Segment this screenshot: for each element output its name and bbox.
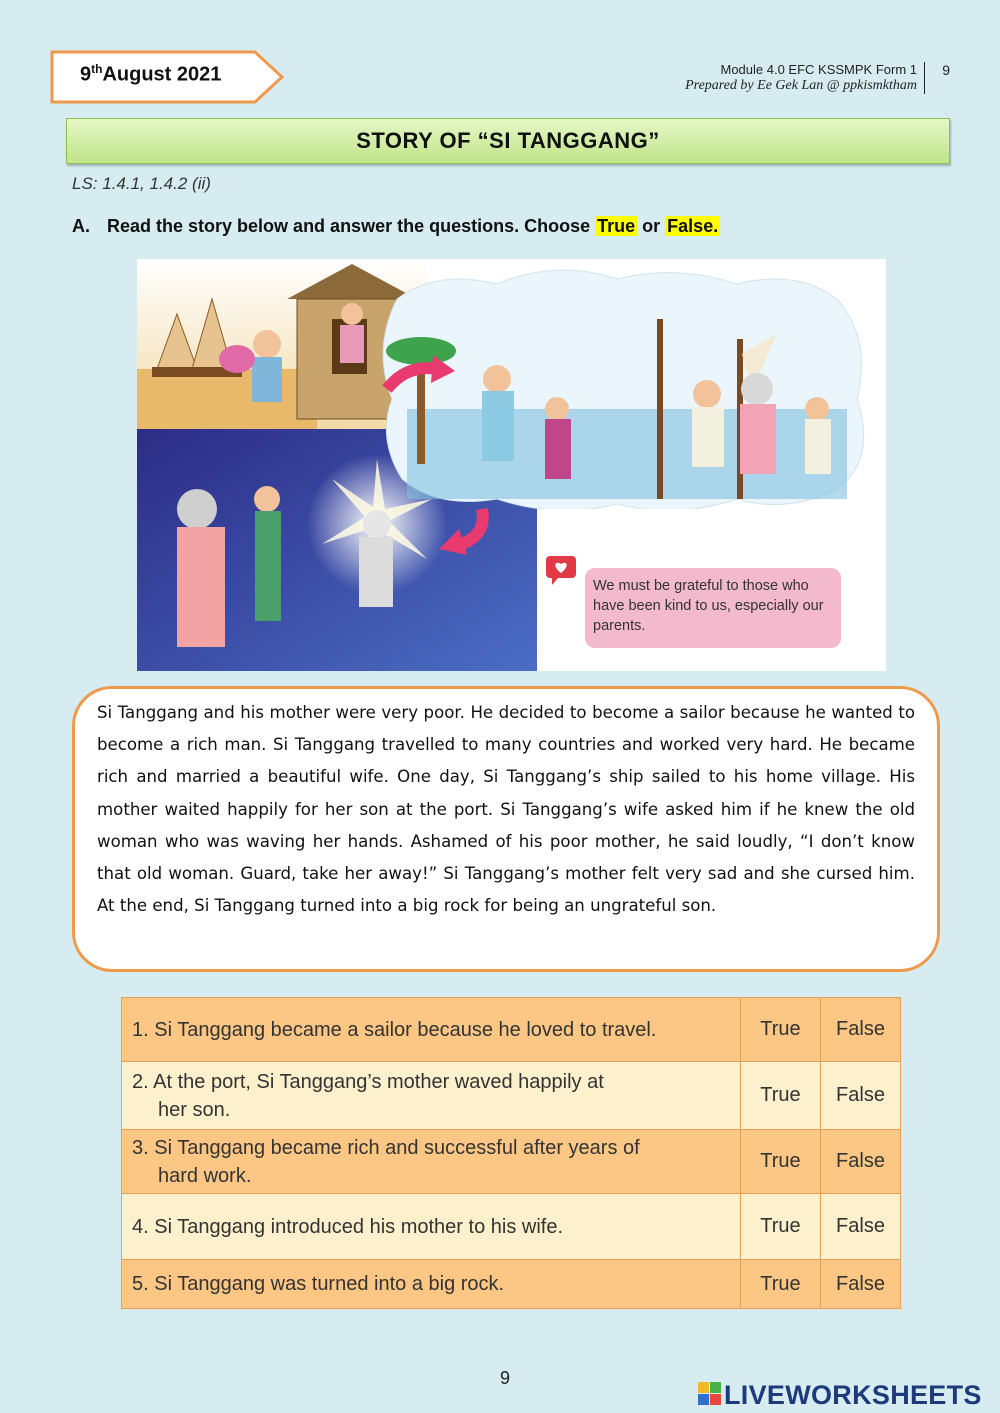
true-option[interactable]: True [741,1062,821,1130]
question-row [122,998,901,1062]
module-line: Module 4.0 EFC KSSMPK Form 1 [720,62,917,77]
learning-standards: LS: 1.4.1, 1.4.2 (ii) [72,174,211,193]
questions-table [121,997,901,1309]
prepared-by: Prepared by Ee Gek Lan @ ppkismktham [685,78,917,93]
false-option[interactable]: False [821,1194,901,1260]
question-text: 5. Si Tanggang was turned into a big rock. [122,1260,741,1309]
liveworksheets-text: LIVEWORKSHEETS [724,1380,982,1410]
date-text: 9thAugust 2021 [80,62,222,86]
instruction-letter: A. [72,216,90,236]
true-option[interactable]: True [741,998,821,1062]
true-option[interactable]: True [741,1260,821,1309]
question-row [122,1260,901,1309]
story-text: Si Tanggang and his mother were very poor. He decided to become a sailor because he wanted to become a rich man. Si Tanggang travelled to many countries and worked very hard. He became rich and married a beautiful wife. One day, Si Tanggang’s ship sailed to his home village. His mother waited happily for her son at the port. Si Tanggang’s wife asked him if he knew the old woman who was waving her hands. Ashamed of his poor mother, he said loudly, “I don’t know that old woman. Guard, take her away!” Si Tanggang’s mother felt very sad and she cursed him. At the end, Si Tanggang turned into a big rock for being an ungrateful son. [97,703,915,916]
question-text: 2. At the port, Si Tanggang’s mother waved happily at her son. [122,1062,741,1130]
footer-page-number: 9 [500,1368,511,1388]
false-option[interactable]: False [821,998,901,1062]
moral-text: We must be grateful to those who have been kind to us, especially our parents. [593,578,824,634]
moral-box [585,568,841,648]
false-option[interactable]: False [821,1260,901,1309]
module-info [685,62,925,94]
true-option[interactable]: True [741,1194,821,1260]
question-row [122,1194,901,1260]
question-text: 4. Si Tanggang introduced his mother to his wife. [122,1194,741,1260]
or-word: or [642,216,661,236]
false-option[interactable]: False [821,1130,901,1194]
story-box [72,686,940,972]
instruction-text: Read the story below and answer the questions. Choose [107,216,591,236]
liveworksheets-icon [698,1380,722,1406]
question-row [122,1062,901,1130]
question-text: 3. Si Tanggang became rich and successful after years of hard work. [122,1130,741,1194]
true-highlight: True [597,216,636,236]
page-title: STORY OF “SI TANGGANG” [66,118,950,164]
date-tag [50,50,286,104]
story-illustration [137,259,886,671]
question-row [122,1130,901,1194]
header-page-number: 9 [942,62,950,78]
heart-icon [546,556,584,586]
question-text: 1. Si Tanggang became a sailor because he loved to travel. [122,998,741,1062]
instruction [72,216,720,237]
false-option[interactable]: False [821,1062,901,1130]
false-highlight: False. [667,216,719,236]
liveworksheets-logo[interactable] [698,1380,994,1410]
true-option[interactable]: True [741,1130,821,1194]
